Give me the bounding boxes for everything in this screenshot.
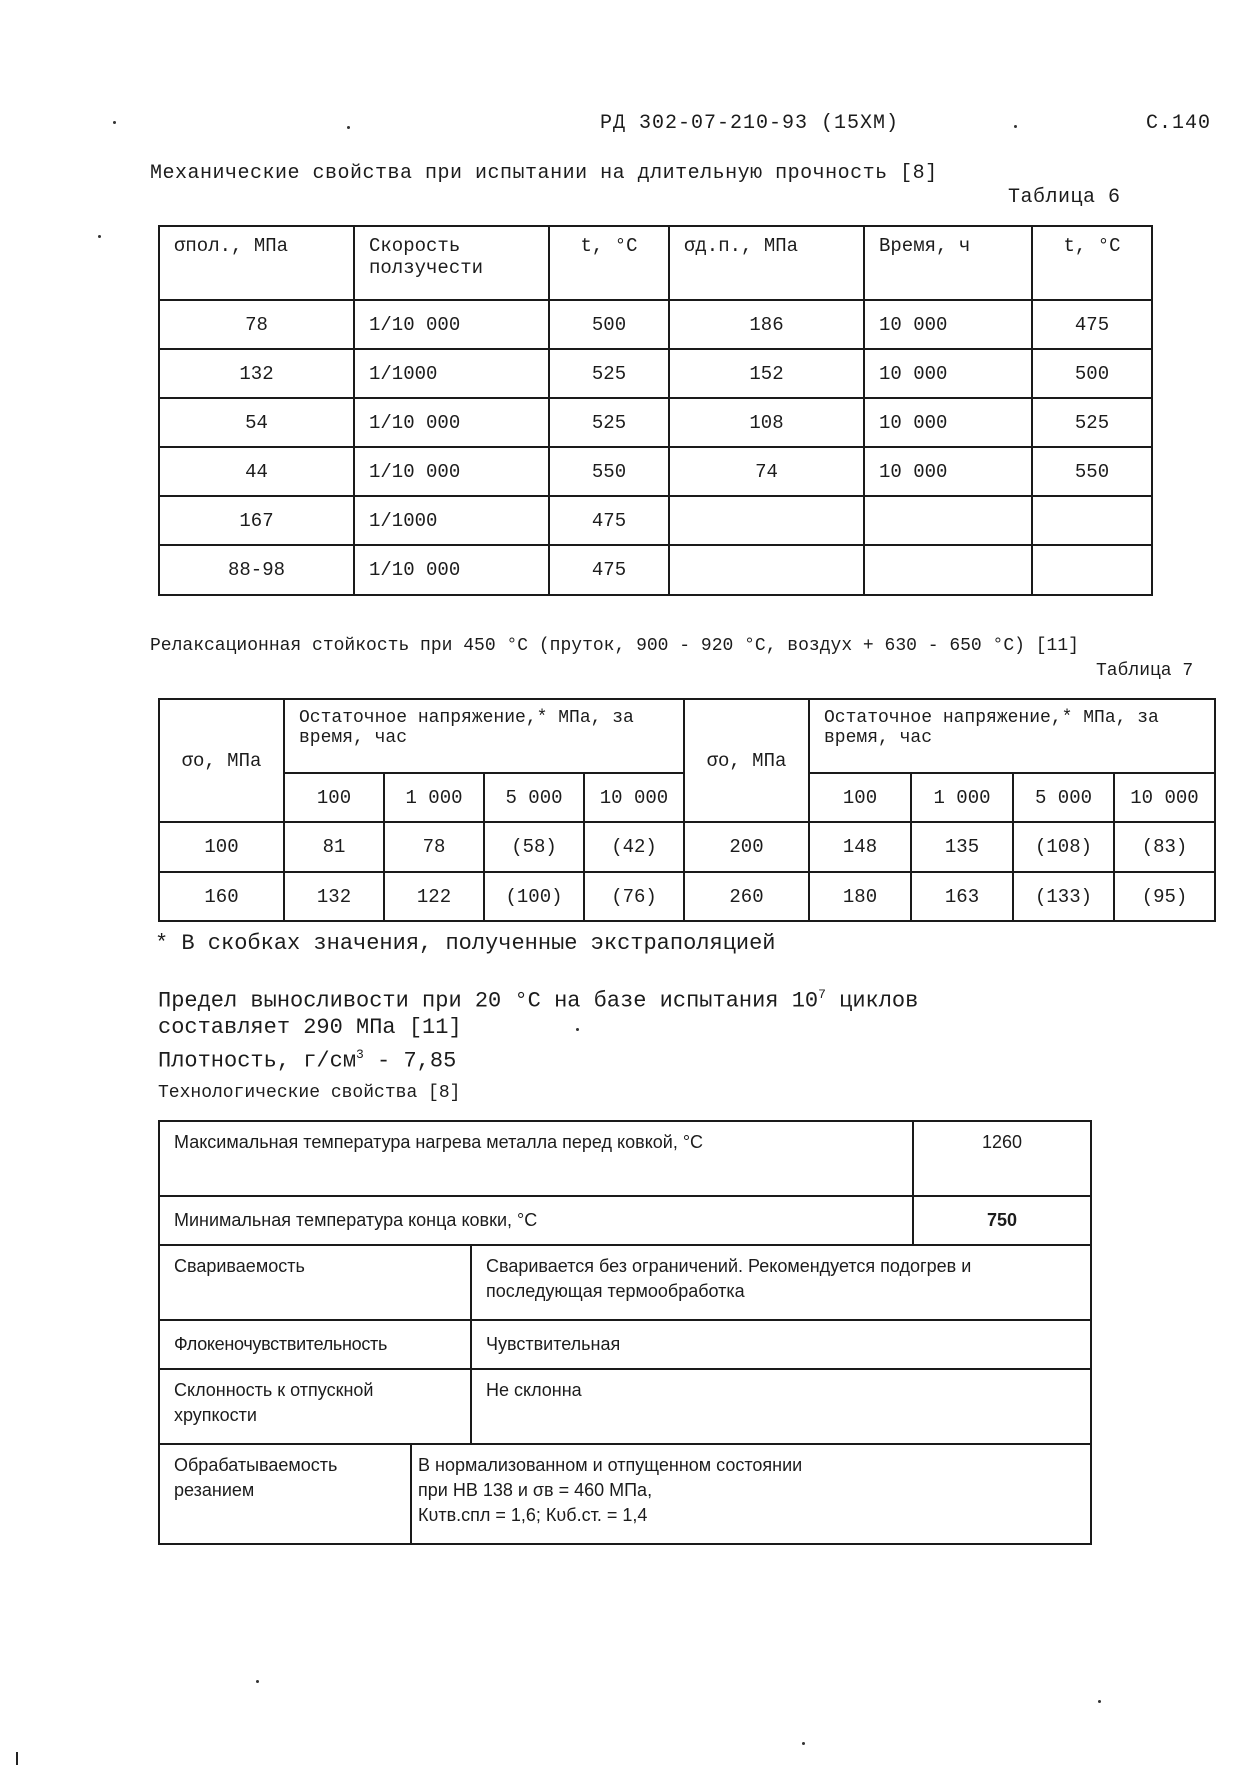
table-cell: (83) — [1114, 822, 1215, 872]
table-cell: 525 — [1032, 398, 1152, 447]
table-cell: 186 — [669, 300, 864, 349]
table-cell: 132 — [284, 872, 384, 921]
table-cell: 135 — [911, 822, 1013, 872]
table-row — [159, 496, 1152, 545]
scan-speck — [113, 121, 116, 124]
table-cell: (133) — [1013, 872, 1114, 921]
table-row — [159, 349, 1152, 398]
table-cell: 10 000 — [864, 300, 1032, 349]
table-row — [159, 1196, 1091, 1245]
table6-header-row — [159, 226, 1152, 300]
table-row — [159, 300, 1152, 349]
table-cell: 525 — [549, 398, 669, 447]
time-header: 100 — [809, 773, 911, 822]
table-cell: 1/10 000 — [354, 398, 549, 447]
scan-speck — [347, 126, 350, 129]
table-cell: 10 000 — [864, 447, 1032, 496]
header-creep-rate: Скорость ползучести — [354, 226, 549, 300]
time-header: 5 000 — [484, 773, 584, 822]
document-code: РД 302-07-210-93 (15ХМ) — [600, 112, 900, 135]
table-cell: 163 — [911, 872, 1013, 921]
table-cell: 78 — [159, 300, 354, 349]
table-cell: 180 — [809, 872, 911, 921]
time-header: 5 000 — [1013, 773, 1114, 822]
table-cell: 500 — [1032, 349, 1152, 398]
time-header: 100 — [284, 773, 384, 822]
table8-title: Технологические свойства [8] — [158, 1083, 461, 1103]
time-header: 1 000 — [911, 773, 1013, 822]
table-row — [159, 1121, 1091, 1196]
weldability-label: Свариваемость — [159, 1245, 471, 1320]
max-forging-temp-value: 1260 — [913, 1121, 1091, 1196]
table-cell: 1/1000 — [354, 496, 549, 545]
table-cell: 81 — [284, 822, 384, 872]
scan-speck — [1098, 1700, 1101, 1703]
table-cell: 525 — [549, 349, 669, 398]
table7-label: Таблица 7 — [1096, 661, 1194, 681]
max-forging-temp-label: Максимальная температура нагрева металла перед ковкой, °С — [159, 1121, 913, 1196]
table-cell — [669, 545, 864, 595]
table-row — [159, 1245, 1091, 1320]
table-cell: (95) — [1114, 872, 1215, 921]
table-row — [159, 872, 1215, 921]
table-cell: 10 000 — [864, 398, 1032, 447]
table-cell: 475 — [549, 496, 669, 545]
endurance-line-2: составляет 290 МПа [11] — [158, 1015, 462, 1041]
flake-sensitivity-value: Чувствительная — [471, 1320, 1091, 1369]
table7 — [158, 698, 1216, 922]
table-row — [159, 447, 1152, 496]
temper-brittleness-value: Не склонна — [471, 1369, 1091, 1444]
table-row — [159, 545, 1152, 595]
time-header: 10 000 — [584, 773, 684, 822]
table7-header-row — [159, 699, 1215, 773]
table-cell: 88-98 — [159, 545, 354, 595]
table-row — [159, 1444, 1091, 1544]
endurance-line-1: Предел выносливости при 20 °С на базе испытания $10^7$ циклов — [158, 987, 919, 1014]
table-cell: 148 — [809, 822, 911, 872]
table-row — [159, 1369, 1091, 1444]
table-cell — [669, 496, 864, 545]
table-cell: (100) — [484, 872, 584, 921]
time-header: 1 000 — [384, 773, 484, 822]
table-row — [159, 822, 1215, 872]
table-cell: (42) — [584, 822, 684, 872]
table-cell: 167 — [159, 496, 354, 545]
page-number: С.140 — [1146, 112, 1212, 135]
table6-title: Механические свойства при испытании на длительную прочность [8] — [150, 162, 938, 185]
table-cell — [864, 545, 1032, 595]
table-cell: (108) — [1013, 822, 1114, 872]
time-header: 10 000 — [1114, 773, 1215, 822]
header-time: Время, ч — [864, 226, 1032, 300]
table-cell: 152 — [669, 349, 864, 398]
table-cell: 132 — [159, 349, 354, 398]
table6 — [158, 225, 1153, 596]
table-cell: 44 — [159, 447, 354, 496]
scan-mark — [16, 1752, 18, 1765]
header-sigma-0: σо, МПа — [159, 699, 284, 822]
table-cell: 160 — [159, 872, 284, 921]
machinability-line: В нормализованном и отпущенном состоянии — [418, 1455, 803, 1475]
header-sigma-pol: σпол., МПа — [159, 226, 354, 300]
density-line: Плотность, $г/см^3 - 7,85$ — [158, 1047, 457, 1074]
table-cell: 475 — [549, 545, 669, 595]
machinability-value — [411, 1444, 1091, 1544]
scan-speck — [576, 1028, 579, 1031]
table-cell — [1032, 545, 1152, 595]
table-cell: 1/1000 — [354, 349, 549, 398]
table-cell: 200 — [684, 822, 809, 872]
header-sigma-dp: σд.п., МПа — [669, 226, 864, 300]
table6-label: Таблица 6 — [1008, 186, 1121, 209]
table-cell: 100 — [159, 822, 284, 872]
header-residual-stress: Остаточное напряжение,* МПа, за время, час — [284, 699, 684, 773]
scan-speck — [1014, 125, 1017, 128]
scan-speck — [98, 235, 101, 238]
table7-footnote: * В скобках значения, полученные экстраполяцией — [155, 931, 776, 956]
min-forging-temp-value: 750 — [913, 1196, 1091, 1245]
table-cell: (76) — [584, 872, 684, 921]
header-sigma-0-2: σо, МПа — [684, 699, 809, 822]
table-cell: (58) — [484, 822, 584, 872]
table-cell: 260 — [684, 872, 809, 921]
table-cell: 1/10 000 — [354, 447, 549, 496]
min-forging-temp-label: Минимальная температура конца ковки, °С — [159, 1196, 913, 1245]
table8 — [158, 1120, 1092, 1545]
header-temp-2: t, °С — [1032, 226, 1152, 300]
machinability-line: Кυтв.спл = 1,6; Кυб.ст. = 1,4 — [418, 1505, 648, 1525]
table-cell: 54 — [159, 398, 354, 447]
temper-brittleness-label: Склонность к отпускной хрупкости — [159, 1369, 471, 1444]
scan-speck — [802, 1742, 805, 1745]
table-cell — [864, 496, 1032, 545]
scan-speck — [256, 1680, 259, 1683]
table-cell — [1032, 496, 1152, 545]
table-cell: 78 — [384, 822, 484, 872]
endurance-paragraph — [158, 981, 918, 1075]
table7-title: Релаксационная стойкость при 450 °С (пруток, 900 - 920 °С, воздух + 630 - 650 °С) [11] — [150, 636, 1079, 656]
table-cell: 108 — [669, 398, 864, 447]
table-row — [159, 398, 1152, 447]
table-cell: 122 — [384, 872, 484, 921]
table-cell: 1/10 000 — [354, 300, 549, 349]
table-cell: 500 — [549, 300, 669, 349]
table-cell: 550 — [1032, 447, 1152, 496]
table-cell: 74 — [669, 447, 864, 496]
machinability-line: при НВ 138 и σв = 460 МПа, — [418, 1480, 653, 1500]
table-cell: 10 000 — [864, 349, 1032, 398]
weldability-value: Сваривается без ограничений. Рекомендуется подогрев и последующая термообработка — [471, 1245, 1091, 1320]
table-cell: 475 — [1032, 300, 1152, 349]
header-temp: t, °С — [549, 226, 669, 300]
table-cell: 550 — [549, 447, 669, 496]
machinability-label: Обрабатываемость резанием — [159, 1444, 411, 1544]
header-residual-stress-2: Остаточное напряжение,* МПа, за время, час — [809, 699, 1215, 773]
table-row — [159, 1320, 1091, 1369]
table-cell: 1/10 000 — [354, 545, 549, 595]
flake-sensitivity-label: Флокеночувствительность — [159, 1320, 471, 1369]
